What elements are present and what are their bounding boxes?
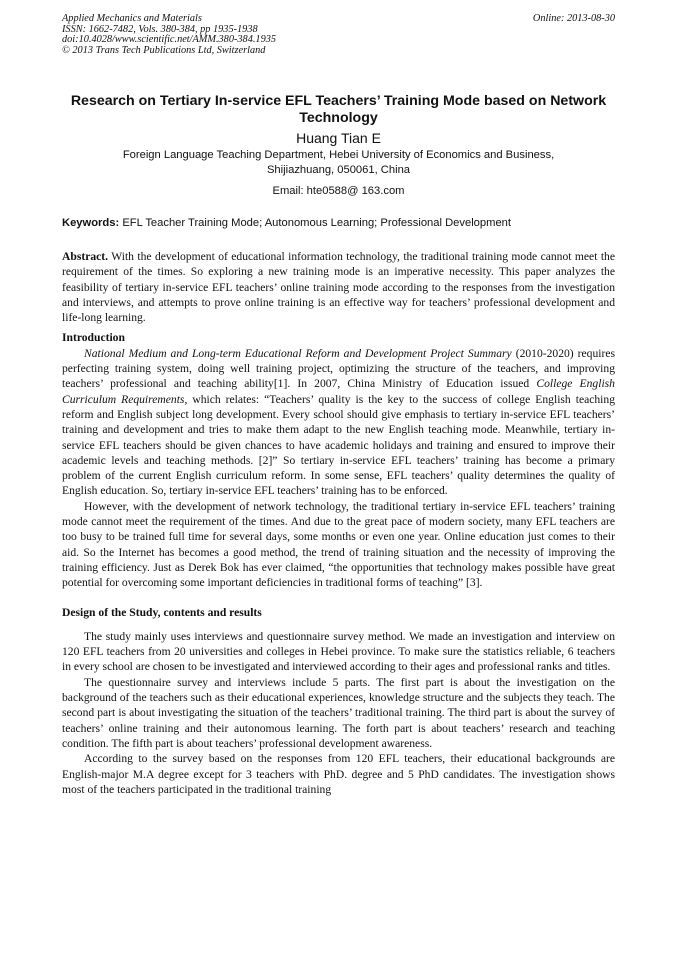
design-heading: Design of the Study, contents and results <box>62 605 262 619</box>
paper-title: Research on Tertiary In-service EFL Teachers’ Training Mode based on Network Technology <box>70 93 607 126</box>
journal-name: Applied Mechanics and Materials <box>62 13 202 24</box>
abstract-text: With the development of educational information technology, the traditional training mode cannot meet the requirement of the times. So exploring a new training mode is an imperative necessity. This paper analyzes the feasibility of tertiary in-service EFL teachers’ online training mode according to the responses from the investigation and interviews, and attempts to prove online training is an effective way for teachers’ professional development and life-long learning. <box>62 250 615 325</box>
abstract <box>62 249 615 325</box>
introduction-heading: Introduction <box>62 331 125 345</box>
affiliation <box>62 148 615 178</box>
intro-p1-text-b: , which relates: “Teachers’ quality is the key to the success of college English teaching reform and English subject long development. Every school should give emphasis to tertiary in-service EFL teachers’ training and development and tries to make them adapt to the new English teaching mode. Meanwhile, tertiary in-service EFL teachers should be given chances to have academic holidays and training and ensured to improve their academic levels and teaching methods. [2]” So tertiary in-service EFL teachers’ training has become a primary problem of the current English curriculum reform. In some sense, EFL teachers’ quality determines the quality of English education. So, tertiary in-service EFL teachers’ training has to be enforced. <box>62 392 615 498</box>
keywords-text: EFL Teacher Training Mode; Autonomous Learning; Professional Development <box>122 217 511 229</box>
copyright-line: © 2013 Trans Tech Publications Ltd, Switzerland <box>62 44 266 56</box>
abstract-label: Abstract. <box>62 250 109 263</box>
intro-p1-text-a: (2010-2020) requires perfecting training system, doing well training project, optimizing the structure of the teachers, and improving teachers’ professional and teaching ability[1]. In 2007, China Ministry of Education issued <box>62 346 615 391</box>
online-date: Online: 2013-08-30 <box>532 13 615 24</box>
affiliation-line-1: Foreign Language Teaching Department, Hebei University of Economics and Business, <box>122 149 555 161</box>
journal-header <box>62 14 615 56</box>
intro-paragraph-1 <box>62 346 615 499</box>
keywords <box>62 216 615 231</box>
intro-paragraph-2: However, with the development of network technology, the traditional tertiary in-service EFL teachers’ training mode cannot meet the requirement of the times. And due to the great pace of modern society, many EFL teachers are too busy to be trained full time for several days, some months or even one year. Online education just comes to their aid. So the Internet has becomes a good method, the trend of training situation and the necessity of improving the training efficiency. Just as Derek Bok has ever claimed, “the opportunities that technology makes possible have great potential for overcoming some important deficiencies in traditional forms of teaching” [3]. <box>62 499 615 590</box>
author-name: Huang Tian E <box>296 130 381 146</box>
author-email: Email: hte0588@ 163.com <box>272 185 405 197</box>
keywords-label: Keywords: <box>62 217 120 229</box>
affiliation-line-2: Shijiazhuang, 050061, China <box>266 164 411 176</box>
intro-cited-title-2: College English Curriculum Requirements <box>62 377 615 406</box>
doi-line: doi:10.4028/www.scientific.net/AMM.380-384.1935 <box>62 34 277 45</box>
design-paragraph-3: According to the survey based on the responses from 120 EFL teachers, their educational backgrounds are English-major M.A degree except for 3 teachers with PhD. degree and 5 PhD candidates. The investigation shows most of the teachers participated in the traditional training <box>62 752 615 796</box>
design-paragraph-2: The questionnaire survey and interviews include 5 parts. The first part is about the investigation on the background of the teachers such as their educational experiences, knowledge structure and the subjects they teach. The second part is about investigating the situation of the teachers’ traditional training. The third part is about the survey of teachers’ online training and their autonomous learning. The forth part is about teachers’ research and teaching condition. The fifth part is about teachers’ professional development awareness. <box>62 675 615 750</box>
design-paragraph-1: The study mainly uses interviews and questionnaire survey method. We made an investigation and interview on 120 EFL teachers from 20 universities and colleges in Hebei province. To make sure the statistics reliable, 6 teachers in every school are chosen to be investigated and interviewed according to their ages and professional ranks and titles. <box>62 629 615 674</box>
paper-page <box>62 14 615 797</box>
issn-line: ISSN: 1662-7482, Vols. 380-384, pp 1935-1938 <box>62 23 258 35</box>
intro-cited-title-1: National Medium and Long-term Educational Reform and Development Project Summary <box>84 346 512 360</box>
